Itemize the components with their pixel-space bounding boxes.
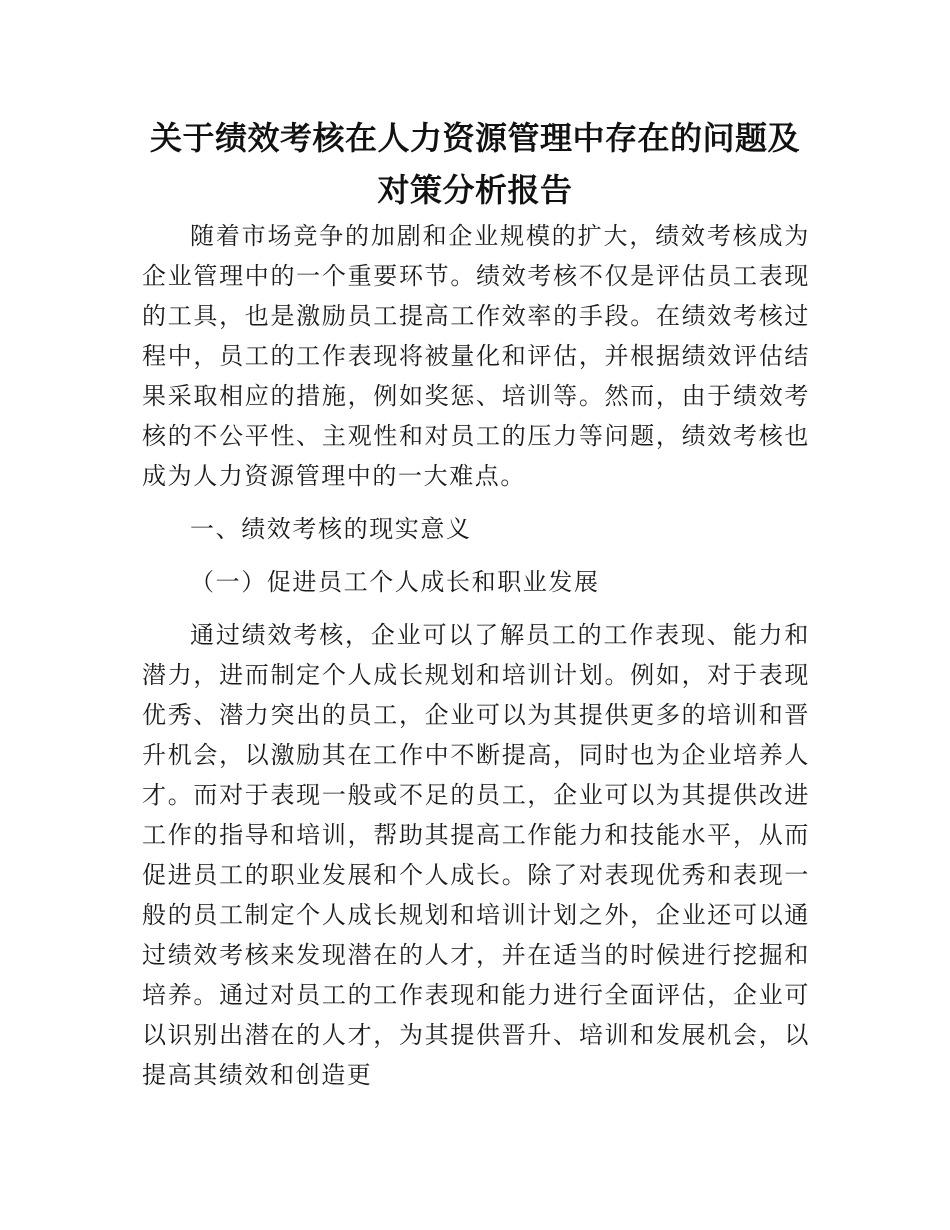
- intro-paragraph: 随着市场竞争的加剧和企业规模的扩大，绩效考核成为企业管理中的一个重要环节。绩效考核不仅是评估员工表现的工具，也是激励员工提高工作效率的手段。在绩效考核过程中，员工的工作表现将被量化和评估，并根据绩效评估结果采取相应的措施，例如奖惩、培训等。然而，由于绩效考核的不公平性、主观性和对员工的压力等问题，绩效考核也成为人力资源管理中的一大难点。: [142, 222, 810, 490]
- document-body: [142, 216, 810, 1095]
- document-title: 关于绩效考核在人力资源管理中存在的问题及对策分析报告: [149, 119, 800, 209]
- subsection-heading: （一）促进员工个人成长和职业发展: [190, 568, 600, 596]
- section-heading: 一、绩效考核的现实意义: [190, 515, 472, 543]
- body-paragraph: 通过绩效考核，企业可以了解员工的工作表现、能力和潜力，进而制定个人成长规划和培训计划。例如，对于表现优秀、潜力突出的员工，企业可以为其提供更多的培训和晋升机会，以激励其在工作中不断提高，同时也为企业培养人才。而对于表现一般或不足的员工，企业可以为其提供改进工作的指导和培训，帮助其提高工作能力和技能水平，从而促进员工的职业发展和个人成长。除了对表现优秀和表现一般的员工制定个人成长规划和培训计划之外，企业还可以通过绩效考核来发现潜在的人才，并在适当的时候进行挖掘和培养。通过对员工的工作表现和能力进行全面评估，企业可以识别出潜在的人才，为其提供晋升、培训和发展机会，以提高其绩效和创造更: [142, 621, 810, 1089]
